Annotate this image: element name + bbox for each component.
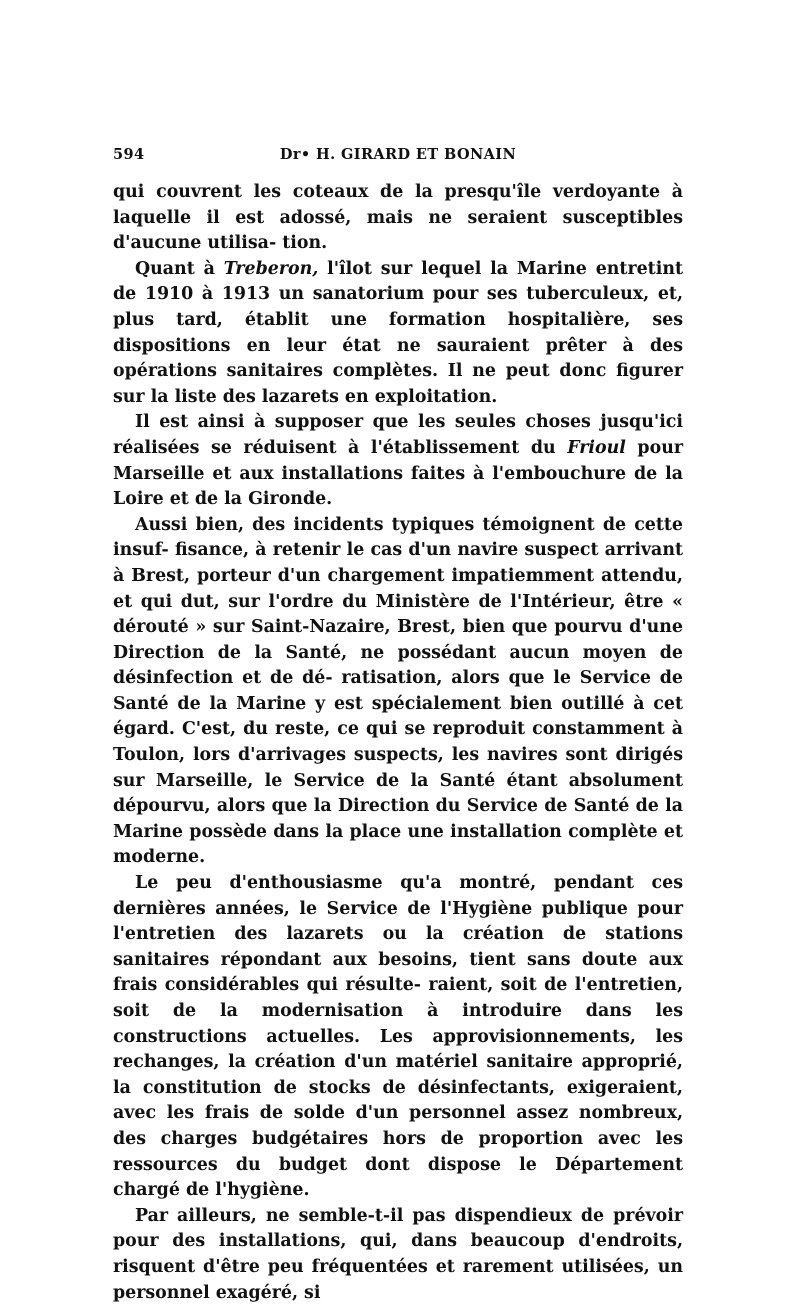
paragraph (113, 513, 683, 871)
text-run: Aussi bien, des incidents typiques témoignent de cette insuf- fisance, à retenir le cas d'un navire suspect arrivant à Brest, porteur d'un chargement impatiemment attendu, et qui dut, sur l'ordre du Ministère de l'Intérieur, être « dérouté » sur Saint-Nazaire, Brest, bien que pourvu d'une Direction de la Santé, ne possédant aucun moyen de désinfection et de dé- ratisation, alors que le Service de Santé de la Marine y est spécialement bien outillé à cet égard. C'est, du reste, ce qui se reproduit constamment à Toulon, lors d'arrivages suspects, les navires sont dirigés sur Marseille, le Service de la Santé étant absolument dépourvu, alors que la Direction du Service de Santé de la Marine possède dans la place une installation complète et moderne. (113, 514, 683, 868)
paragraph (113, 180, 683, 257)
page-number: 594 (113, 146, 145, 163)
text-run: Le peu d'enthousiasme qu'a montré, pendant ces dernières années, le Service de l'Hygiène publique pour l'entretien des lazarets ou la création de stations sanitaires répondant aux besoins, tient sans doute aux frais considérables qui résulte- raient, soit de l'entretien, soit de la modernisation à introduire dans les constructions actuelles. Les approvisionnements, les rechanges, la création d'un matériel sanitaire approprié, la constitution de stocks de désinfectants, exigeraient, avec les frais de solde d'un personnel assez nombreux, des charges budgétaires hors de proportion avec les ressources du budget dont dispose le Département chargé de l'hygiène. (113, 873, 683, 1201)
text-run: qui couvrent les coteaux de la presqu'île verdoyante à laquelle il est adossé, mais ne seraient susceptibles d'aucune utilisa- tion. (113, 182, 683, 254)
text-run: Par ailleurs, ne semble-t-il pas dispendieux de prévoir pour des installations, qui, dans beaucoup d'endroits, risquent d'être peu fréquentées et rarement utilisées, un personnel exagéré, si (113, 1205, 683, 1303)
book-page (113, 146, 683, 1306)
text-run: l'îlot sur lequel la Marine entretint de 1910 à 1913 un sanatorium pour ses tuberculeux, et, plus tard, établit une formation hospitalière, ses dispositions en leur état ne sauraient prêter à des opérations sanitaires complètes. Il ne peut donc figurer sur la liste des lazarets en exploitation. (113, 258, 683, 407)
text-run: Quant à (135, 258, 224, 279)
body-text (113, 180, 683, 1306)
text-run: Il est ainsi à supposer que les seules choses jusqu'ici réalisées se réduisent à l'établissement du (113, 412, 683, 458)
running-head (113, 146, 683, 170)
italic-place-name: Treberon, (223, 258, 319, 279)
running-title: Dr• H. GIRARD ET BONAIN (279, 146, 517, 163)
paragraph (113, 257, 683, 411)
paragraph (113, 410, 683, 512)
paragraph (113, 871, 683, 1204)
italic-place-name: Frioul (567, 437, 626, 458)
paragraph (113, 1204, 683, 1306)
text-run: pour Marseille et aux installations faites à l'embouchure de la Loire et de la Gironde. (113, 437, 683, 510)
